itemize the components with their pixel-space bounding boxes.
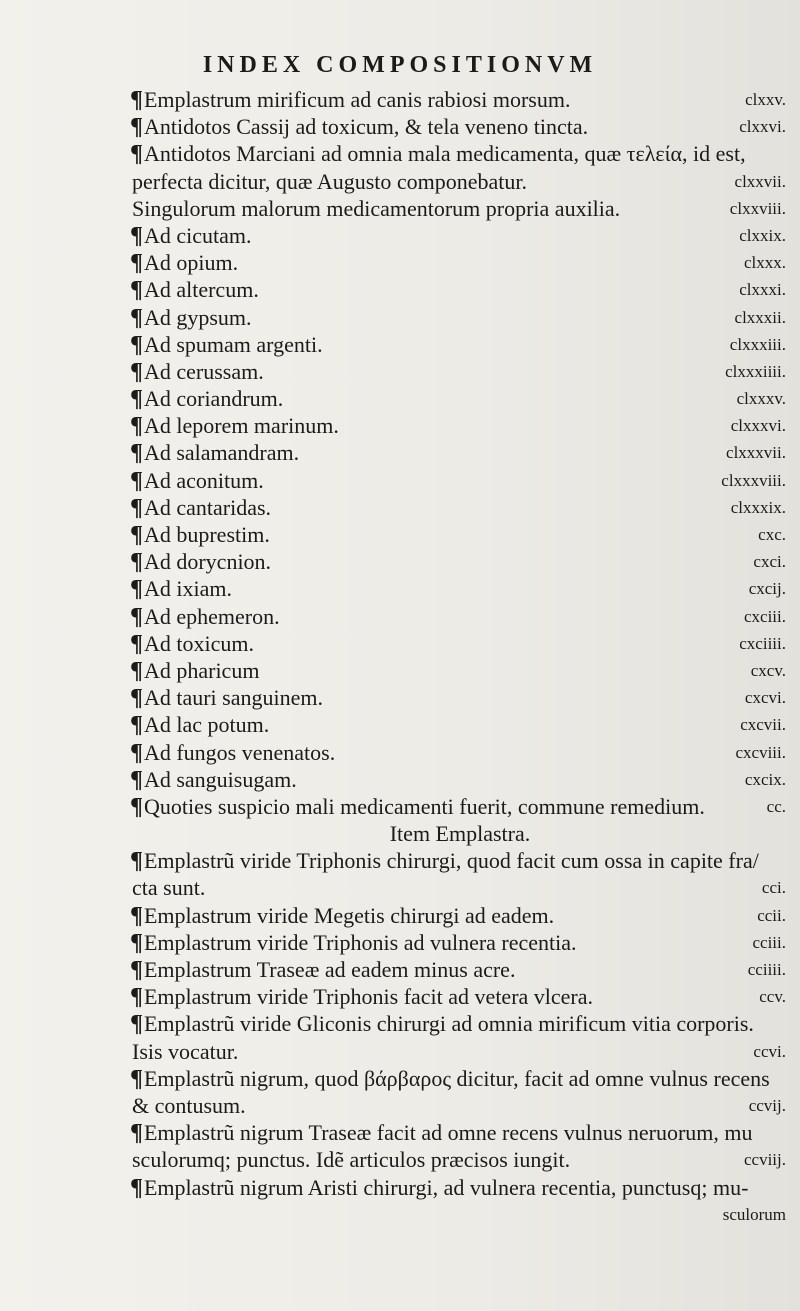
entry-number: clxxix. — [739, 225, 786, 245]
entry-text: Emplastrũ viride Triphonis chirurgi, quod facit cum ossa in capite fra/ — [143, 848, 759, 874]
entry-number: clxxxi. — [739, 280, 786, 300]
index-line — [130, 1201, 790, 1228]
pilcrow-mark: ¶ — [130, 929, 143, 956]
entry-text: Emplastrum Traseæ ad eadem minus acre. — [143, 957, 516, 982]
entry-number: cxcij. — [748, 579, 786, 599]
entry-number: clxxviii. — [729, 198, 786, 218]
pilcrow-mark: ¶ — [130, 685, 143, 712]
entry-text: Ad cantaridas. — [143, 494, 272, 520]
entry-text: Ad cicutam. — [143, 222, 252, 248]
entry-number: cxciiii. — [739, 633, 786, 653]
pilcrow-mark: ¶ — [130, 277, 143, 304]
pilcrow-mark: ¶ — [130, 984, 143, 1011]
entry-text: Ad opium. — [143, 250, 239, 276]
entry-text: Ad ixiam. — [143, 576, 232, 602]
index-line — [130, 467, 790, 494]
entry-number: cxc. — [758, 525, 786, 544]
entry-text: & contusum. — [132, 1092, 246, 1118]
pilcrow-mark: ¶ — [130, 358, 143, 385]
index-line — [130, 847, 790, 874]
pilcrow-mark: ¶ — [130, 386, 143, 413]
pilcrow-mark: ¶ — [130, 141, 143, 168]
index-line — [130, 657, 790, 684]
entry-text: Emplastrũ nigrum, quod βάρβαρος dicitur, facit ad omne vulnus recens — [143, 1065, 770, 1091]
entry-text: Emplastrũ nigrum Traseæ facit ad omne recens vulnus neruorum, mu — [143, 1120, 753, 1146]
entry-number: clxxvi. — [739, 117, 786, 137]
entry-text: Ad buprestim. — [143, 522, 270, 547]
entry-number: clxxx. — [743, 253, 786, 273]
index-line — [130, 222, 790, 249]
index-entries — [130, 86, 790, 1228]
entry-number: clxxvii. — [734, 171, 786, 191]
index-line — [130, 276, 790, 303]
pilcrow-mark: ¶ — [130, 1065, 143, 1092]
index-line — [130, 304, 790, 331]
pilcrow-mark: ¶ — [130, 494, 143, 521]
entry-number: cxcviii. — [735, 742, 786, 762]
index-line — [130, 711, 790, 738]
entry-text: Ad toxicum. — [143, 630, 254, 656]
entry-number: clxxxiii. — [729, 334, 786, 354]
index-line — [130, 766, 790, 793]
entry-number: cxci. — [753, 552, 786, 572]
entry-text: Emplastrũ viride Gliconis chirurgi ad omnia mirificum vitia corporis. — [143, 1011, 754, 1037]
entry-number: cci. — [761, 878, 786, 898]
index-line — [130, 331, 790, 358]
index-line — [130, 168, 790, 195]
pilcrow-mark: ¶ — [130, 87, 143, 113]
entry-text: Ad salamandram. — [143, 440, 300, 466]
entry-number: cc. — [766, 796, 786, 816]
entry-text: Ad pharicum — [143, 657, 260, 683]
entry-text: Ad fungos venenatos. — [143, 739, 336, 765]
entry-number: cxcvi. — [744, 688, 786, 708]
index-line — [130, 902, 790, 929]
pilcrow-mark: ¶ — [130, 630, 143, 657]
entry-number: ccvij. — [748, 1095, 786, 1115]
pilcrow-mark: ¶ — [130, 603, 143, 630]
entry-text: Emplastrum viride Megetis chirurgi ad eadem. — [143, 902, 555, 928]
index-line — [130, 385, 790, 412]
entry-text: Ad altercum. — [143, 277, 259, 303]
entry-number: clxxxii. — [734, 307, 786, 327]
index-line — [130, 874, 790, 901]
running-header: INDEX COMPOSITIONVM — [202, 52, 598, 78]
entry-text: Item Emplastra. — [389, 821, 531, 847]
index-line — [130, 548, 790, 575]
entry-text: Ad lac potum. — [143, 712, 270, 738]
index-line — [130, 249, 790, 276]
entry-text: Emplastrum mirificum ad canis rabiosi morsum. — [143, 87, 571, 112]
entry-number: cxcix. — [744, 769, 786, 789]
entry-number: clxxxvi. — [730, 416, 786, 436]
entry-text: Ad tauri sanguinem. — [143, 685, 323, 711]
pilcrow-mark: ¶ — [130, 304, 143, 331]
entry-text: Ad sanguisugam. — [143, 766, 297, 792]
index-line — [130, 793, 790, 820]
entry-text: Ad leporem marinum. — [143, 413, 339, 439]
pilcrow-mark: ¶ — [130, 848, 143, 875]
index-line — [130, 521, 790, 548]
entry-number: clxxxv. — [736, 389, 786, 409]
index-line — [130, 684, 790, 711]
pilcrow-mark: ¶ — [130, 766, 143, 793]
index-line — [130, 1119, 790, 1146]
index-line — [130, 494, 790, 521]
index-line — [130, 195, 790, 222]
entry-text: Singulorum malorum medicamentorum propria auxilia. — [132, 195, 621, 221]
entry-number: clxxxvii. — [726, 443, 786, 463]
index-line — [130, 1092, 790, 1119]
entry-text: Ad coriandrum. — [143, 386, 284, 412]
entry-text: Quoties suspicio mali medicamenti fuerit, commune remedium. — [143, 793, 705, 819]
entry-number: cxcvii. — [740, 715, 786, 735]
index-line — [130, 412, 790, 439]
entry-number: ccii. — [757, 905, 786, 925]
index-line — [130, 358, 790, 385]
index-line — [130, 630, 790, 657]
index-line — [130, 1146, 790, 1173]
pilcrow-mark: ¶ — [130, 1174, 143, 1201]
index-line — [130, 1010, 790, 1037]
pilcrow-mark: ¶ — [130, 250, 143, 277]
entry-text: Emplastrum viride Triphonis facit ad vetera vlcera. — [143, 984, 594, 1010]
entry-number: clxxxviii. — [721, 470, 786, 490]
pilcrow-mark: ¶ — [130, 902, 143, 929]
entry-number: ccviij. — [743, 1150, 786, 1170]
index-line — [130, 575, 790, 602]
entry-text: Ad gypsum. — [143, 304, 252, 330]
pilcrow-mark: ¶ — [130, 576, 143, 603]
entry-number: cciiii. — [747, 960, 786, 979]
entry-number: clxxxiiii. — [725, 361, 786, 381]
entry-number: clxxv. — [745, 90, 786, 109]
index-line — [130, 739, 790, 766]
index-line — [130, 603, 790, 630]
index-line — [130, 983, 790, 1010]
entry-text: cta sunt. — [132, 875, 206, 901]
entry-text: sculorumq; punctus. Idẽ articulos præcisos iungit. — [132, 1147, 571, 1173]
entry-number: cciii. — [752, 932, 786, 952]
entry-text: Ad cerussam. — [143, 358, 264, 384]
index-line — [130, 86, 790, 113]
index-line — [130, 1065, 790, 1092]
entry-text: Emplastrum viride Triphonis ad vulnera recentia. — [143, 929, 577, 955]
entry-number: sculorum — [722, 1204, 786, 1224]
entry-number: ccvi. — [753, 1041, 786, 1061]
entry-text: perfecta dicitur, quæ Augusto componebatur. — [132, 168, 528, 194]
entry-number: clxxxix. — [730, 497, 786, 517]
entry-number: cxcv. — [750, 660, 786, 680]
pilcrow-mark: ¶ — [130, 222, 143, 249]
entry-text: Ad aconitum. — [143, 467, 264, 493]
pilcrow-mark: ¶ — [130, 522, 143, 548]
entry-text: Antidotos Cassij ad toxicum, & tela veneno tincta. — [143, 114, 589, 140]
entry-text: Ad spumam argenti. — [143, 331, 323, 357]
pilcrow-mark: ¶ — [130, 739, 143, 766]
index-line — [130, 439, 790, 466]
index-line — [130, 140, 790, 167]
entry-text: Ad ephemeron. — [143, 603, 280, 629]
index-line — [130, 1038, 790, 1065]
pilcrow-mark: ¶ — [130, 657, 143, 684]
pilcrow-mark: ¶ — [130, 712, 143, 739]
index-line — [130, 929, 790, 956]
pilcrow-mark: ¶ — [130, 793, 143, 820]
entry-number: ccv. — [759, 987, 786, 1007]
index-line — [130, 820, 790, 847]
entry-text: Emplastrũ nigrum Aristi chirurgi, ad vulnera recentia, punctusq; mu- — [143, 1174, 749, 1200]
pilcrow-mark: ¶ — [130, 1011, 143, 1038]
pilcrow-mark: ¶ — [130, 549, 143, 576]
pilcrow-mark: ¶ — [130, 114, 143, 141]
pilcrow-mark: ¶ — [130, 957, 143, 983]
pilcrow-mark: ¶ — [130, 331, 143, 358]
index-line — [130, 1174, 790, 1201]
entry-text: Isis vocatur. — [132, 1038, 239, 1064]
index-line — [130, 956, 790, 983]
entry-text: Ad dorycnion. — [143, 549, 272, 575]
index-line — [130, 113, 790, 140]
pilcrow-mark: ¶ — [130, 1120, 143, 1147]
entry-number: cxciii. — [743, 606, 786, 626]
entry-text: Antidotos Marciani ad omnia mala medicamenta, quæ τελεία, id est, — [143, 141, 746, 167]
pilcrow-mark: ¶ — [130, 440, 143, 467]
pilcrow-mark: ¶ — [130, 413, 143, 440]
pilcrow-mark: ¶ — [130, 467, 143, 494]
